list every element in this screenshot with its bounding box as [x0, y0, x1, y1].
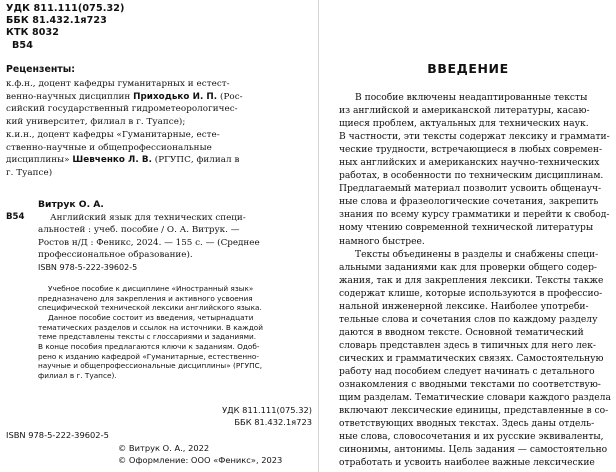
reviewer-1-line-2: венно-научных дисциплин Приходько И. П. (Рос- — [6, 91, 243, 102]
reviewer-2-line-1: к.и.н., доцент кафедры «Гуманитарные, есте- — [6, 130, 220, 140]
intro-line: ному чтению современной технической литературы — [339, 223, 594, 234]
isbn-bottom: ISBN 978-5-222-39602-5 — [6, 430, 109, 440]
isbn-top: ISBN 978-5-222-39602-5 — [38, 263, 138, 272]
author-name: Витрук О. А. — [38, 199, 104, 210]
annotation-line: научные и общепрофессиональные дисциплины» (РГУПС, — [38, 361, 263, 371]
biblio-line-4: профессиональное образование). — [38, 250, 193, 261]
intro-line: отработать и усвоить наиболее важные лексические — [339, 458, 595, 469]
annotation-line: Учебное пособие к дисциплине «Иностранный язык» — [48, 284, 254, 293]
intro-line: синонимы, антонимы. Цель задания — самостоятельно — [339, 445, 608, 456]
intro-line: включают лексические единицы, представленные в со- — [339, 406, 609, 417]
intro-title: ВВЕДЕНИЕ — [427, 61, 509, 76]
intro-line: содержат клише, которые используются в профессио- — [339, 288, 603, 299]
biblio-line-1: Английский язык для технических специ- — [50, 213, 246, 223]
intro-line: работах, в особенности по техническим дисциплинам. — [339, 171, 604, 182]
reviewer-2-line-2: ственно-научные и общепрофессиональные — [6, 142, 212, 153]
author-index-code: В54 — [12, 39, 33, 51]
annotation-line: Данное пособие состоит из введения, четырнадцати — [48, 312, 254, 322]
intro-line: тельные слова и сочетания слов по каждому разделу — [339, 314, 598, 325]
udk-code: УДК 811.111(075.32) — [6, 3, 125, 14]
biblio-line-3: Ростов н/Д : Феникс, 2024. — 155 с. — (Среднее — [38, 237, 260, 248]
annotation — [38, 284, 263, 381]
copyright-author: © Витрук О. А., 2022 — [118, 443, 210, 453]
intro-line: жания, так и для закрепления лексики. Тексты также — [339, 275, 604, 286]
annotation-line: предназначено для закрепления и активного усвоения — [38, 293, 253, 303]
annotation-line: теме представлены тексты с глоссариями и заданиями. — [38, 332, 257, 342]
intro-line: ных английских и американских научно-технических — [339, 158, 600, 169]
annotation-line: специфической технической лексики английского языка. — [38, 303, 262, 313]
intro-line: В пособие включены неадаптированные тексты — [355, 93, 588, 103]
intro-line: ческие трудности, встречающиеся в любых современ- — [339, 145, 603, 156]
reviewer-1 — [6, 78, 314, 128]
reviewer-2-line-4: г. Туапсе) — [6, 167, 53, 178]
intro-line: щиеся проблем, актуальных для технических наук. — [339, 119, 589, 130]
bbk-code-bottom: ББК 81.432.1я723 — [234, 417, 312, 427]
intro-text — [339, 92, 611, 470]
intro-line: словарь представлен здесь в типичных для него лек- — [339, 340, 596, 351]
bbk-code: ББК 81.432.1я723 — [6, 15, 107, 27]
annotation-line: тематических разделов и ссылок на источники. В каждой — [38, 322, 263, 332]
reviewer-1-line-3: сийский государственный гидрометеорологичес- — [6, 104, 238, 115]
reviewer-2 — [6, 129, 314, 179]
udk-code-bottom: УДК 811.111(075.32) — [222, 405, 312, 415]
annotation-line: филиал в г. Туапсе). — [38, 370, 117, 380]
bib-index: В54 — [6, 212, 25, 222]
intro-line: Предлагаемый материал позволит усвоить общенауч- — [339, 184, 602, 195]
intro-line: Тексты объединены в разделы и снабжены специ- — [355, 249, 599, 260]
reviewer-2-name: Шевченко Л. В. — [72, 155, 152, 166]
intro-line: альными заданиями как для проверки общего содер- — [339, 262, 597, 273]
bottom-codes — [222, 404, 312, 428]
intro-line: щим разделам. Тематические словари каждого раздела — [339, 393, 611, 404]
intro-line: даются в вводном тексте. Основной тематический — [339, 327, 584, 338]
reviewer-2-line-3: дисциплины» Шевченко Л. В. (РГУПС, филиал в — [6, 155, 240, 166]
intro-line: работу над пособием следует начинать с детального — [339, 366, 595, 377]
annotation-line: рено к изданию кафедрой «Гуманитарные, естественно- — [38, 351, 259, 361]
reviewer-1-line-4: кий университет, филиал в г. Туапсе); — [6, 116, 186, 127]
biblio-line-2: альностей : учеб. пособие / О. А. Витрук. — — [38, 225, 240, 236]
intro-line: ознакомления с вводными текстами по соответствую- — [339, 380, 601, 391]
intro-line: из английской и американской литературы, касаю- — [339, 106, 590, 117]
copyright-design: © Оформление: ООО «Феникс», 2023 — [118, 455, 283, 466]
right-page — [318, 0, 616, 472]
classification-codes — [6, 3, 125, 52]
copyright — [118, 442, 282, 466]
intro-line: намного быстрее. — [339, 236, 425, 247]
intro-line: знания по всему курсу грамматики и перейти к свобод- — [339, 210, 610, 221]
reviewers-title: Рецензенты: — [6, 64, 75, 75]
intro-line: ные слова и фразеологические сочетания, закрепить — [339, 197, 599, 208]
bibliographic-description — [38, 212, 260, 262]
reviewer-1-line-1: к.ф.н., доцент кафедры гуманитарных и естест- — [6, 79, 230, 89]
intro-line: ные слова, словосочетания и их русские эквиваленты, — [339, 432, 604, 443]
intro-line: сических и грамматических связях. Самостоятельную — [339, 353, 604, 364]
annotation-line: В конце пособия предлагаются ключи к заданиям. Одоб- — [38, 341, 260, 351]
intro-line: ответствующих вводных текстах. Здесь даны отдель- — [339, 419, 595, 430]
ktk-code: КТК 8032 — [6, 27, 60, 39]
intro-line: В частности, эти тексты содержат лексику и граммати- — [339, 132, 610, 143]
reviewer-1-name: Приходько И. П. — [133, 91, 218, 102]
intro-line: нальной инженерной лексике. Наиболее употреби- — [339, 301, 589, 312]
